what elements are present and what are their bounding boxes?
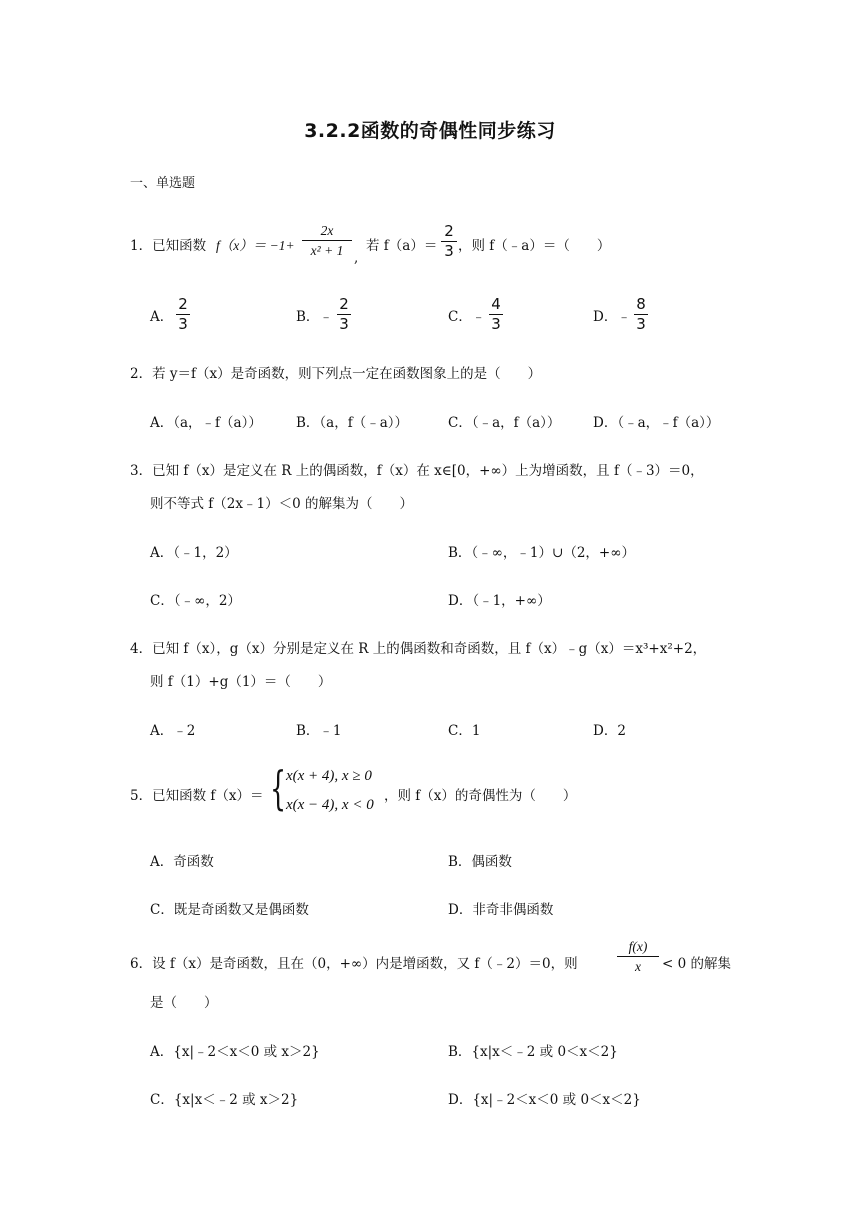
q1-cond-fraction (441, 223, 457, 260)
option-sign: ﹣ (471, 309, 486, 325)
q3-stem-line2: 则不等式 f（2x﹣1）＜0 的解集为（ ） (150, 496, 413, 512)
q6-option-c[interactable]: C．{x|x＜﹣2 或 x＞2} (150, 1092, 299, 1108)
q6-stem-post: < 0 的解集 (662, 956, 731, 972)
option-sign: ﹣ (319, 309, 333, 325)
q1-option-c-fraction (489, 296, 503, 333)
q1-condition: 若 f（a）＝ (366, 238, 438, 254)
q2-option-c[interactable]: C．（﹣a，f（a）） (448, 415, 561, 431)
q4-stem-line1: 4．已知 f（x），g（x）分别是定义在 R 上的偶函数和奇函数，且 f（x）﹣g（x）＝x³+x²+2， (130, 641, 707, 657)
frac-num: 4 (491, 295, 501, 313)
q5-option-b[interactable]: B．偶函数 (448, 854, 512, 870)
q2-stem: 2．若 y＝f（x）是奇函数，则下列点一定在函数图象上的是（ ） (130, 366, 542, 382)
q2-option-b[interactable]: B．（a，f（﹣a）） (296, 415, 409, 431)
q6-option-d[interactable]: D．{x|﹣2＜x＜0 或 0＜x＜2} (448, 1092, 641, 1108)
q1-option-a[interactable] (150, 305, 173, 325)
q1-option-b[interactable] (296, 305, 333, 325)
q1-frac-num: 2x (320, 223, 334, 238)
q5-brace: { (270, 761, 287, 815)
q1-cond-frac-num: 2 (444, 222, 454, 240)
q2-option-a[interactable]: A．（a，﹣f（a）） (150, 415, 262, 431)
q3-option-d[interactable]: D．（﹣1，+∞） (448, 593, 551, 609)
q5-option-a[interactable]: A．奇函数 (150, 854, 214, 870)
q5-option-d[interactable]: D．非奇非偶函数 (448, 902, 554, 918)
q1-option-a-fraction (176, 296, 190, 333)
q1-option-d-fraction (634, 296, 648, 333)
q6-stem-pre: 6．设 f（x）是奇函数，且在（0，+∞）内是增函数，又 f（﹣2）＝0，则 (130, 956, 578, 972)
q5-case-1: x(x + 4), x ≥ 0 (286, 768, 372, 784)
q4-stem-line2: 则 f（1）+g（1）＝（ ） (150, 674, 332, 690)
q6-stem-line2: 是（ ） (150, 995, 218, 1011)
q6-option-a[interactable]: A．{x|﹣2＜x＜0 或 x＞2} (150, 1044, 320, 1060)
q4-option-b[interactable]: B．﹣1 (296, 723, 342, 739)
frac-num: 2 (339, 295, 349, 313)
q6-frac-num: f(x) (628, 939, 648, 954)
q4-option-d[interactable]: D．2 (593, 723, 626, 739)
frac-den: 3 (339, 315, 349, 333)
frac-den: 3 (491, 315, 501, 333)
q1-option-c[interactable] (448, 305, 485, 325)
option-label: C． (448, 309, 472, 325)
q1-fraction (302, 222, 352, 259)
q1-prefix: 1．已知函数 (130, 238, 207, 254)
q4-option-c[interactable]: C．1 (448, 723, 481, 739)
q4-option-a[interactable]: A．﹣2 (150, 723, 196, 739)
q6-frac-den: x (635, 959, 641, 974)
option-label: D． (593, 309, 618, 325)
q3-stem-line1: 3．已知 f（x）是定义在 R 上的偶函数，f（x）在 x∈[0，+∞）上为增函数，且 f（﹣3）＝0， (130, 463, 704, 479)
frac-num: 2 (178, 295, 188, 313)
frac-den: 3 (636, 315, 646, 333)
q5-option-c[interactable]: C．既是奇函数又是偶函数 (150, 902, 309, 918)
q1-option-d[interactable] (593, 305, 631, 325)
q5-prefix: 5．已知函数 f（x）＝ (130, 788, 264, 804)
q5-suffix: ，则 f（x）的奇偶性为（ ） (384, 788, 577, 804)
q3-option-c[interactable]: C．（﹣∞，2） (150, 593, 241, 609)
q1-option-b-fraction (337, 296, 351, 333)
q6-option-b[interactable]: B．{x|x＜﹣2 或 0＜x＜2} (448, 1044, 618, 1060)
option-label: A． (150, 309, 174, 325)
q1-frac-den: x² + 1 (310, 243, 344, 258)
section-heading: 一、单选题 (130, 176, 196, 191)
frac-den: 3 (178, 315, 188, 333)
option-label: B． (296, 309, 320, 325)
q1-condition-tail: ，则 f（﹣a）＝（ ） (458, 238, 611, 254)
page-title: 3.2.2函数的奇偶性同步练习 (304, 120, 556, 142)
option-sign: ﹣ (617, 309, 631, 325)
q5-case-2: x(x − 4), x < 0 (286, 797, 374, 813)
q1-cond-frac-den: 3 (444, 242, 454, 260)
q1-fx: f（x）＝ −1+ (216, 238, 295, 253)
q2-option-d[interactable]: D．（﹣a，﹣f（a）） (593, 415, 720, 431)
q3-option-a[interactable]: A．（﹣1，2） (150, 545, 238, 561)
q6-fraction (617, 938, 659, 975)
frac-num: 8 (636, 295, 646, 313)
q3-option-b[interactable]: B．（﹣∞，﹣1）∪（2，+∞） (448, 545, 635, 561)
